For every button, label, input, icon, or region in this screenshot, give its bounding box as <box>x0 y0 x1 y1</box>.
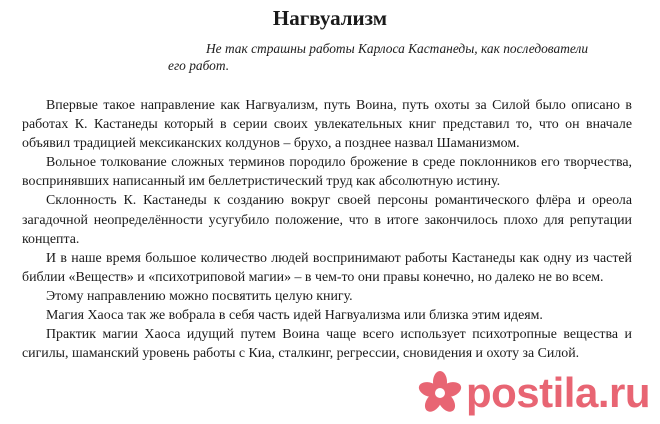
epigraph <box>168 40 628 74</box>
epigraph-line-1: Не так страшны работы Карлоса Кастанеды, как последователи <box>206 41 589 56</box>
paragraph-7: Практик магии Хаоса идущий путем Воина чаще всего использует психотропные вещества и сигилы, шаманский уровень работы с Киа, сталкинг, регрессии, сновидения и охоту за Силой. <box>22 327 632 362</box>
paragraph-6: Магия Хаоса так же вобрала в себя часть идей Нагвуализма или близка этим идеям. <box>46 308 543 324</box>
flower-icon <box>417 370 463 416</box>
paragraph-5: Этому направлению можно посвятить целую книгу. <box>46 288 353 304</box>
watermark-text: postila.ru <box>465 369 650 416</box>
document-body <box>22 96 632 363</box>
epigraph-line-2: его работ. <box>168 58 230 73</box>
paragraph-3: Склонность К. Кастанеды к созданию вокруг своей персоны романтического флёра и ореола загадочной неопределённости усугубило положение, что в итоге закончилось плохо для репутации концепта. <box>22 193 632 247</box>
paragraph-1: Впервые такое направление как Нагвуализм, путь Воина, путь охоты за Силой было описано в работах К. Кастанеды который в серии своих увлекательных книг представил то, что он вначале объявил традицией мексиканских колдунов – брухо, а позднее назвал Шаманизмом. <box>22 98 632 152</box>
paragraph-2: Вольное толкование сложных терминов породило брожение в среде поклонников его творчества, воспринявших написанный им беллетристический труд как абсолютную истину. <box>22 155 632 190</box>
page-title: Нагвуализм <box>272 6 388 30</box>
watermark <box>417 370 650 416</box>
paragraph-4: И в наше время большое количество людей воспринимают работы Кастанеды как одну из частей библии «Веществ» и «психотриповой магии» – в чем-то они правы конечно, но далеко не во всем. <box>22 250 632 285</box>
